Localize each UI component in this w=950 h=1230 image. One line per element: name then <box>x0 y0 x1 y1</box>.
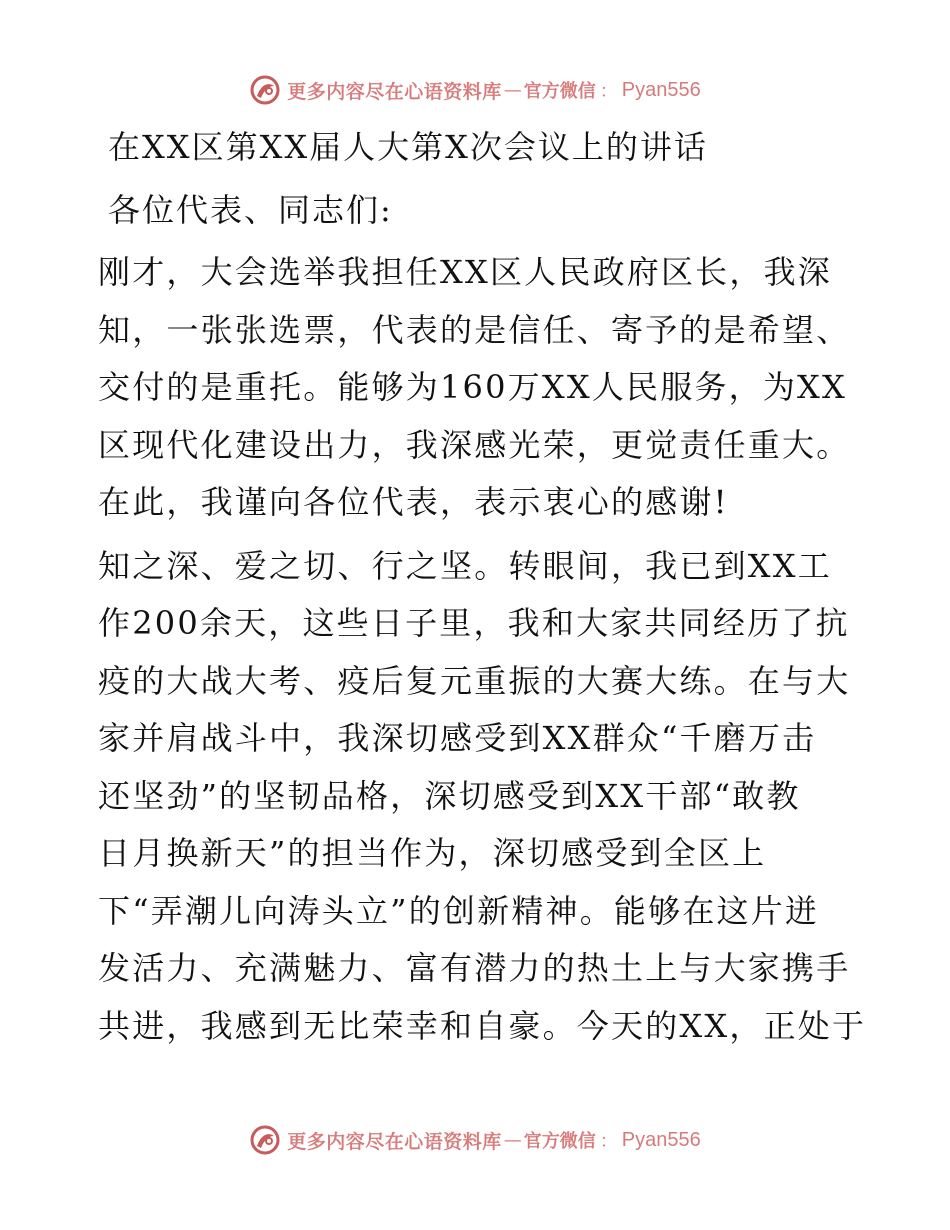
watermark-wechat-label: 官方微信 <box>523 81 596 102</box>
paragraph-line: 还坚劲”的坚韧品格，深切感受到XX干部“敢教 <box>98 776 801 815</box>
paragraph-line: 共进，我感到无比荣幸和自豪。今天的XX，正处于 <box>98 1006 867 1045</box>
paragraph-line: 区现代化建设出力，我深感光荣，更觉责任重大。 <box>98 425 851 464</box>
watermark-handle: Pyan556 <box>621 1128 701 1151</box>
watermark-slogan: 更多内容尽在心语资料库 <box>287 1130 502 1153</box>
paragraph-line: 在此，我谨向各位代表，表示衷心的感谢! <box>98 483 729 521</box>
watermark-wechat-label: 官方微信 <box>523 1131 596 1152</box>
paragraph-line: 日月换新天”的担当作为，深切感受到全区上 <box>98 834 767 872</box>
paragraph-line: 刚才，大会选举我担任XX区人民政府区长，我深 <box>98 253 832 291</box>
paragraph-line: 发活力、充满魅力、富有潜力的热土上与大家携手 <box>98 949 851 987</box>
document-body <box>98 120 867 1061</box>
watermark-slogan: 更多内容尽在心语资料库 <box>287 80 502 103</box>
watermark-handle: Pyan556 <box>621 78 701 101</box>
watermark-dash: — <box>503 1129 522 1151</box>
watermark-banner-top <box>0 68 950 112</box>
ribbon-logo-icon <box>249 1124 281 1156</box>
paragraph-1 <box>98 244 858 532</box>
ribbon-logo-icon <box>249 74 281 106</box>
document-greeting: 各位代表、同志们: <box>108 191 393 229</box>
paragraph-line: 作200余天，这些日子里，我和大家共同经历了抗 <box>98 604 850 642</box>
paragraph-line: 交付的是重托。能够为160万XX人民服务，为XX <box>98 368 848 406</box>
paragraph-line: 疫的大战大考、疫后复元重振的大赛大练。在与大 <box>98 661 851 700</box>
document-title: 在XX区第XX届人大第X次会议上的讲话 <box>108 128 708 166</box>
paragraph-2 <box>98 538 867 1056</box>
watermark-colon: ： <box>599 81 618 102</box>
watermark-dash: — <box>503 79 522 101</box>
watermark-colon: ： <box>599 1131 618 1152</box>
paragraph-line: 知之深、爱之切、行之坚。转眼间，我已到XX工 <box>98 546 832 585</box>
watermark-banner-bottom <box>0 1118 950 1162</box>
paragraph-line: 家并肩战斗中，我深切感受到XX群众“千磨万击 <box>98 719 817 757</box>
paragraph-line: 知，一张张选票，代表的是信任、寄予的是希望、 <box>98 310 851 349</box>
paragraph-line: 下“弄潮儿向涛头立”的创新精神。能够在这片迸 <box>98 891 820 930</box>
